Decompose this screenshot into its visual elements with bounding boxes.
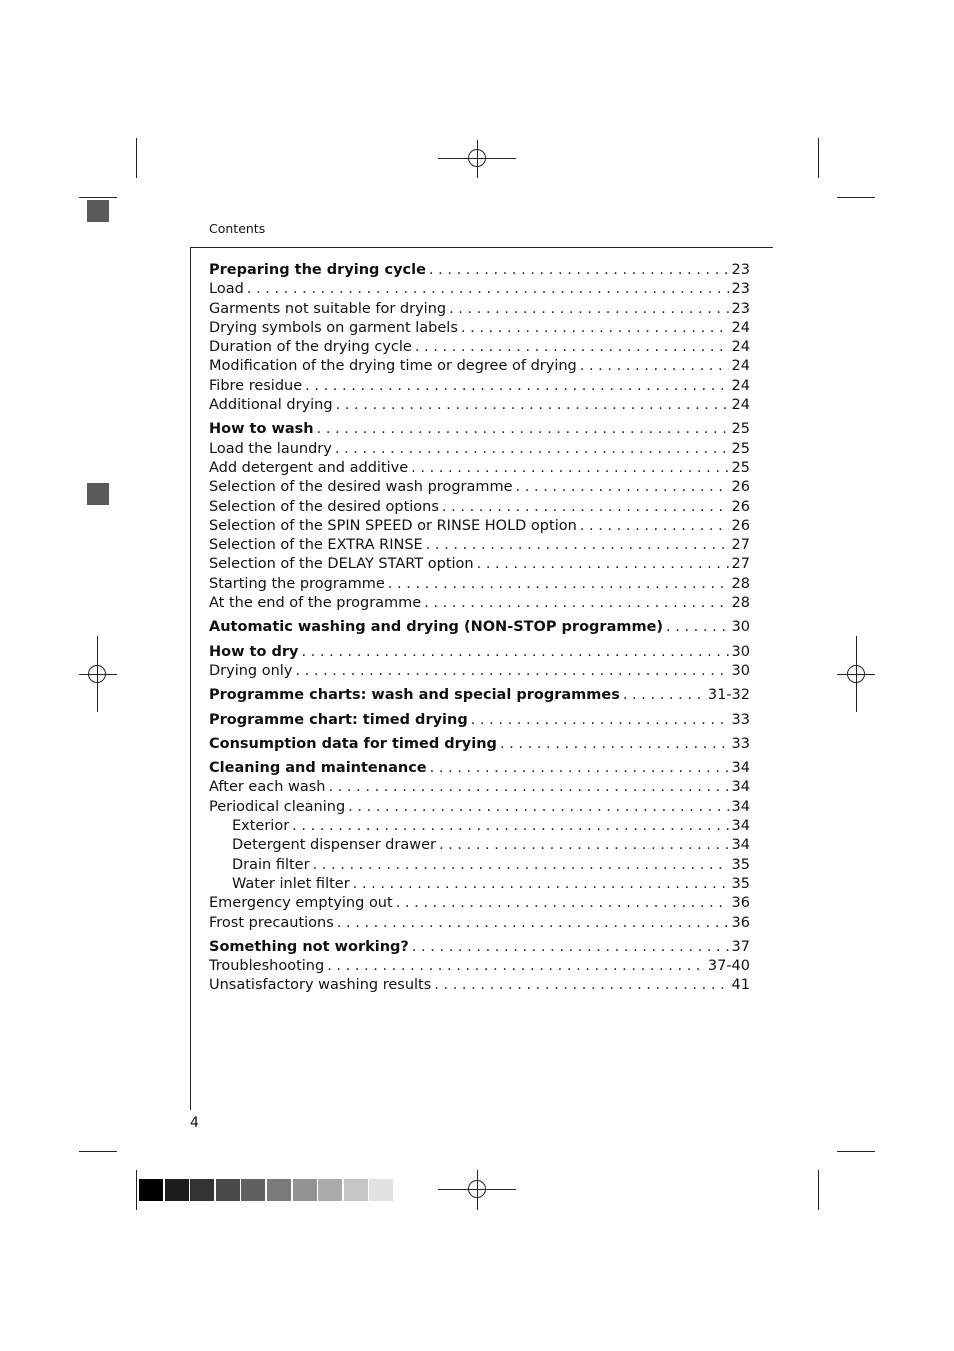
crop-mark bbox=[837, 1151, 875, 1152]
dot-leader bbox=[348, 798, 728, 817]
toc-entry-page: 34 bbox=[731, 818, 750, 835]
dot-leader bbox=[353, 875, 729, 894]
toc-entry[interactable] bbox=[209, 836, 750, 855]
toc-entry[interactable] bbox=[209, 594, 750, 613]
dot-leader bbox=[430, 759, 729, 778]
toc-entry[interactable] bbox=[209, 300, 750, 319]
gray-swatch bbox=[139, 1179, 163, 1201]
toc-entry-title: Additional drying bbox=[209, 397, 333, 414]
toc-entry-title: Selection of the DELAY START option bbox=[209, 556, 474, 573]
dot-leader bbox=[327, 957, 705, 976]
toc-entry-page: 35 bbox=[731, 856, 750, 873]
crop-mark bbox=[837, 197, 875, 198]
dot-leader bbox=[439, 836, 729, 855]
toc-entry-page: 26 bbox=[731, 498, 750, 515]
toc-entry-page: 24 bbox=[731, 319, 750, 336]
toc-entry[interactable] bbox=[209, 478, 750, 497]
toc-entry-title: Periodical cleaning bbox=[209, 798, 346, 815]
side-marker bbox=[87, 200, 109, 222]
toc-entry-page: 34 bbox=[731, 798, 750, 815]
crop-mark bbox=[136, 138, 137, 178]
toc-entry-title: Selection of the SPIN SPEED or RINSE HOLD option bbox=[209, 517, 577, 534]
toc-entry-page: 37 bbox=[731, 938, 750, 955]
toc-entry[interactable] bbox=[209, 280, 750, 299]
toc-entry-title: Selection of the desired wash programme bbox=[209, 479, 513, 496]
toc-entry[interactable] bbox=[209, 976, 750, 995]
dot-leader bbox=[429, 261, 729, 280]
toc-entry[interactable] bbox=[209, 498, 750, 517]
toc-entry[interactable] bbox=[209, 938, 750, 957]
dot-leader bbox=[580, 357, 729, 376]
toc-entry[interactable] bbox=[209, 420, 750, 439]
toc-entry[interactable] bbox=[209, 914, 750, 933]
gray-swatch bbox=[165, 1179, 189, 1201]
toc-entry-page: 23 bbox=[731, 281, 750, 298]
toc-entry-title: Automatic washing and drying (NON-STOP programme) bbox=[209, 619, 664, 636]
toc-entry-title: Cleaning and maintenance bbox=[209, 760, 427, 777]
toc-entry-page: 33 bbox=[731, 711, 750, 728]
section-header: Contents bbox=[209, 221, 266, 236]
toc-entry-page: 24 bbox=[731, 358, 750, 375]
toc-entry[interactable] bbox=[209, 357, 750, 376]
toc-entry-title: Drying symbols on garment labels bbox=[209, 319, 458, 336]
toc-entry[interactable] bbox=[209, 536, 750, 555]
toc-entry[interactable] bbox=[209, 686, 750, 705]
toc-entry[interactable] bbox=[209, 894, 750, 913]
toc-entry-page: 30 bbox=[731, 662, 750, 679]
dot-leader bbox=[313, 856, 729, 875]
dot-leader bbox=[411, 459, 728, 478]
dot-leader bbox=[305, 377, 728, 396]
crop-mark bbox=[818, 138, 819, 178]
toc-entry[interactable] bbox=[209, 377, 750, 396]
toc-entry-page: 36 bbox=[731, 914, 750, 931]
crop-mark bbox=[79, 1151, 117, 1152]
toc-entry-title: At the end of the programme bbox=[209, 595, 422, 612]
toc-entry-page: 24 bbox=[731, 377, 750, 394]
gray-swatch bbox=[344, 1179, 368, 1201]
toc-entry-title: Duration of the drying cycle bbox=[209, 339, 412, 356]
toc-entry[interactable] bbox=[209, 338, 750, 357]
toc-entry[interactable] bbox=[209, 735, 750, 754]
toc-entry-page: 24 bbox=[731, 397, 750, 414]
dot-leader bbox=[415, 338, 729, 357]
header-rule bbox=[190, 247, 773, 248]
toc-entry[interactable] bbox=[209, 662, 750, 681]
toc-entry-title: Programme charts: wash and special programmes bbox=[209, 687, 620, 704]
toc-entry-page: 30 bbox=[731, 619, 750, 636]
toc-entry-title: Troubleshooting bbox=[209, 958, 325, 975]
toc-entry[interactable] bbox=[209, 798, 750, 817]
dot-leader bbox=[477, 555, 729, 574]
toc-entry[interactable] bbox=[209, 396, 750, 415]
toc-entry-page: 33 bbox=[731, 735, 750, 752]
toc-entry[interactable] bbox=[209, 555, 750, 574]
dot-leader bbox=[471, 711, 729, 730]
gray-swatch bbox=[318, 1179, 342, 1201]
toc-entry-page: 28 bbox=[731, 595, 750, 612]
toc-entry-title: Selection of the desired options bbox=[209, 498, 439, 515]
dot-leader bbox=[580, 517, 729, 536]
dot-leader bbox=[337, 914, 729, 933]
toc-entry[interactable] bbox=[209, 517, 750, 536]
toc-entry-page: 25 bbox=[731, 421, 750, 438]
gray-swatch bbox=[293, 1179, 317, 1201]
dot-leader bbox=[426, 536, 729, 555]
toc-entry[interactable] bbox=[209, 575, 750, 594]
toc-entry-page: 30 bbox=[731, 643, 750, 660]
toc-entry-page: 26 bbox=[731, 479, 750, 496]
dot-leader bbox=[295, 662, 728, 681]
toc-entry-title: Load bbox=[209, 281, 244, 298]
side-marker bbox=[87, 483, 109, 505]
dot-leader bbox=[424, 594, 728, 613]
dot-leader bbox=[292, 817, 728, 836]
toc-entry-title: Emergency emptying out bbox=[209, 895, 393, 912]
toc-entry-page: 23 bbox=[731, 262, 750, 278]
dot-leader bbox=[317, 420, 729, 439]
toc-entry-page: 41 bbox=[731, 977, 750, 994]
toc-entry-page: 34 bbox=[731, 760, 750, 777]
crop-mark bbox=[136, 1170, 137, 1210]
toc-entry-page: 26 bbox=[731, 517, 750, 534]
toc-entry[interactable] bbox=[209, 459, 750, 478]
page-number: 4 bbox=[190, 1115, 199, 1131]
crop-mark bbox=[818, 1170, 819, 1210]
toc-entry-title: Selection of the EXTRA RINSE bbox=[209, 537, 423, 554]
dot-leader bbox=[335, 440, 729, 459]
dot-leader bbox=[516, 478, 729, 497]
dot-leader bbox=[388, 575, 729, 594]
toc-entry-page: 35 bbox=[731, 875, 750, 892]
dot-leader bbox=[500, 735, 729, 754]
toc-entry-page: 28 bbox=[731, 575, 750, 592]
toc-entry[interactable] bbox=[209, 778, 750, 797]
dot-leader bbox=[336, 396, 729, 415]
toc-entry-page: 36 bbox=[731, 895, 750, 912]
toc-entry-title: Exterior bbox=[232, 818, 290, 835]
dot-leader bbox=[449, 300, 728, 319]
toc-entry[interactable] bbox=[209, 856, 750, 875]
toc-entry-page: 23 bbox=[731, 300, 750, 317]
toc-entry[interactable] bbox=[209, 759, 750, 778]
dot-leader bbox=[623, 686, 705, 705]
toc-entry-title: Frost precautions bbox=[209, 914, 334, 931]
toc-entry-title: Starting the programme bbox=[209, 575, 385, 592]
gray-swatch bbox=[241, 1179, 265, 1201]
toc-entry[interactable] bbox=[209, 875, 750, 894]
toc-entry-title: How to wash bbox=[209, 421, 314, 438]
toc-entry[interactable] bbox=[209, 618, 750, 637]
dot-leader bbox=[666, 618, 729, 637]
toc-entry-title: Water inlet filter bbox=[232, 875, 350, 892]
gray-swatch bbox=[216, 1179, 240, 1201]
toc-entry-title: Load the laundry bbox=[209, 440, 332, 457]
toc-entry[interactable] bbox=[209, 261, 750, 280]
toc-entry[interactable] bbox=[209, 817, 750, 836]
toc-entry-page: 25 bbox=[731, 440, 750, 457]
toc-entry-title: Add detergent and additive bbox=[209, 459, 409, 476]
toc-entry-title: Modification of the drying time or degree of drying bbox=[209, 358, 577, 375]
toc-entry-page: 34 bbox=[731, 837, 750, 854]
toc-entry[interactable] bbox=[209, 319, 750, 338]
toc-entry-title: Garments not suitable for drying bbox=[209, 300, 447, 317]
dot-leader bbox=[412, 938, 729, 957]
gray-swatch bbox=[190, 1179, 214, 1201]
toc-entry[interactable] bbox=[209, 440, 750, 459]
toc-entry-page: 34 bbox=[731, 779, 750, 796]
table-of-contents bbox=[209, 261, 750, 996]
toc-entry[interactable] bbox=[209, 711, 750, 730]
toc-entry-title: How to dry bbox=[209, 643, 299, 660]
gray-swatch bbox=[267, 1179, 291, 1201]
toc-entry-title: Preparing the drying cycle bbox=[209, 262, 426, 278]
toc-entry-page: 27 bbox=[731, 556, 750, 573]
toc-entry[interactable] bbox=[209, 643, 750, 662]
toc-entry-page: 25 bbox=[731, 459, 750, 476]
toc-entry-title: Something not working? bbox=[209, 938, 409, 955]
vertical-rule bbox=[190, 247, 191, 1110]
dot-leader bbox=[301, 643, 728, 662]
dot-leader bbox=[329, 778, 729, 797]
dot-leader bbox=[434, 976, 728, 995]
toc-entry-page: 27 bbox=[731, 537, 750, 554]
toc-entry-title: Detergent dispenser drawer bbox=[232, 837, 436, 854]
toc-entry-page: 37-40 bbox=[707, 958, 750, 975]
toc-entry-page: 31-32 bbox=[707, 687, 750, 704]
crop-mark bbox=[79, 197, 117, 198]
toc-entry-title: Drying only bbox=[209, 662, 293, 679]
toc-entry-title: Fibre residue bbox=[209, 377, 303, 394]
toc-entry-title: Programme chart: timed drying bbox=[209, 711, 468, 728]
dot-leader bbox=[442, 498, 729, 517]
toc-entry-title: Drain filter bbox=[232, 856, 310, 873]
gray-swatch bbox=[369, 1179, 393, 1201]
dot-leader bbox=[461, 319, 729, 338]
toc-entry-title: Unsatisfactory washing results bbox=[209, 977, 432, 994]
toc-entry-title: Consumption data for timed drying bbox=[209, 735, 497, 752]
dot-leader bbox=[247, 280, 729, 299]
toc-entry-title: After each wash bbox=[209, 779, 326, 796]
toc-entry-page: 24 bbox=[731, 339, 750, 356]
toc-entry[interactable] bbox=[209, 957, 750, 976]
dot-leader bbox=[396, 894, 729, 913]
